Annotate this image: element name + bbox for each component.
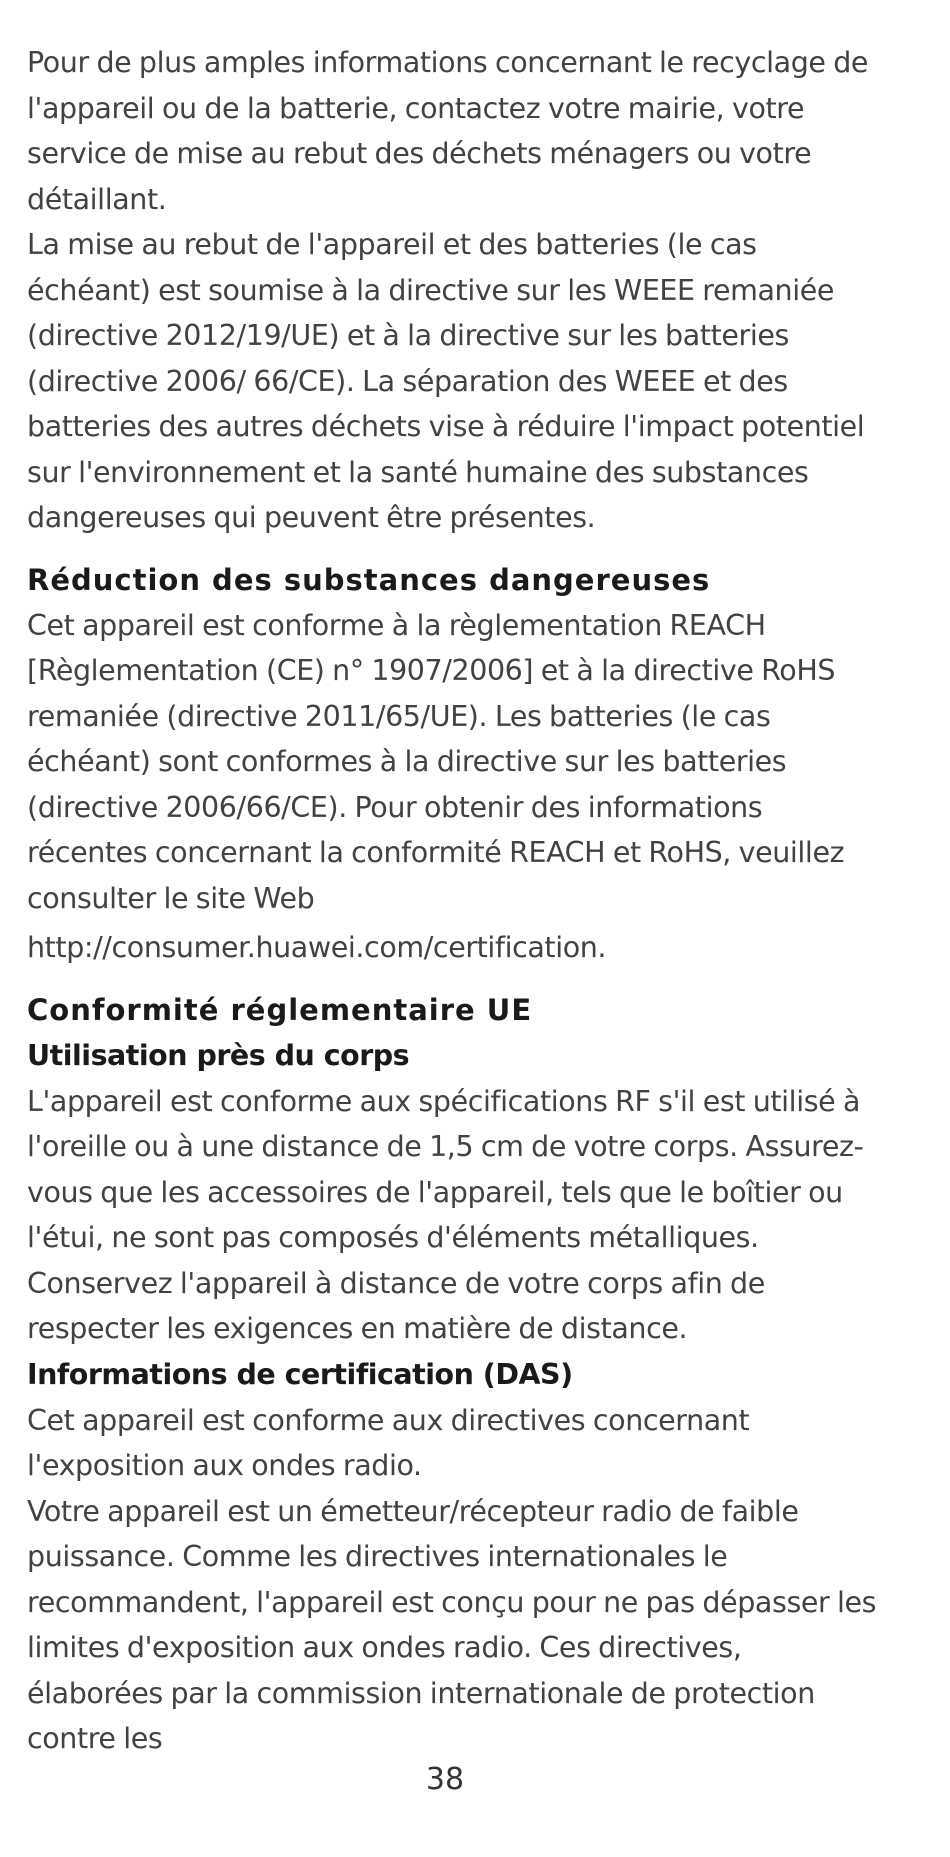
weee-directive-paragraph: La mise au rebut de l'appareil et des batteries (le cas échéant) est soumise à la directive sur les WEEE remaniée (directive 2012/19/UE) et à la directive sur les batteries (directive 2006/ 66/CE). La séparation des WEEE et des batteries des autres déchets vise à réduire l'impact potentiel sur l'environnement et la santé humaine des substances dangereuses qui peuvent être présentes. xyxy=(27,228,865,534)
reduction-paragraph: Cet appareil est conforme à la règlementation REACH [Règlementation (CE) n° 1907/2006] et à la directive RoHS remaniée (directive 2011/65/UE). Les batteries (le cas échéant) sont conformes à la directive sur les batteries (directive 2006/66/CE). Pour obtenir des informations récentes concernant la conformité REACH et RoHS, veuillez consulter le site Web xyxy=(27,608,845,915)
certification-url: http://consumer.huawei.com/certification. xyxy=(27,931,607,964)
recycling-info-paragraph: Pour de plus amples informations concernant le recyclage de l'appareil ou de la batterie, contactez votre mairie, votre service de mise au rebut des déchets ménagers ou votre détaillant. xyxy=(27,46,869,216)
sar-paragraph-1: Cet appareil est conforme aux directives concernant l'exposition aux ondes radio. xyxy=(27,1403,750,1482)
eu-compliance-heading: Conformité réglementaire UE xyxy=(27,992,533,1027)
body-use-heading: Utilisation près du corps xyxy=(27,1038,410,1072)
reduction-heading: Réduction des substances dangereuses xyxy=(27,562,711,597)
page-number: 38 xyxy=(425,1762,465,1797)
sar-heading: Informations de certification (DAS) xyxy=(27,1357,573,1391)
sar-paragraph-2: Votre appareil est un émetteur/récepteur radio de faible puissance. Comme les directives internationales le recommandent, l'appareil est conçu pour ne pas dépasser les limites d'exposition aux ondes radio. Ces directives, élaborées par la commission internationale de protection contre les xyxy=(27,1494,877,1755)
document-page xyxy=(27,40,877,1762)
body-use-paragraph: L'appareil est conforme aux spécifications RF s'il est utilisé à l'oreille ou à une distance de 1,5 cm de votre corps. Assurez-vous que les accessoires de l'appareil, tels que le boîtier ou l'étui, ne sont pas composés d'éléments métalliques. Conservez l'appareil à distance de votre corps afin de respecter les exigences en matière de distance. xyxy=(27,1084,864,1345)
